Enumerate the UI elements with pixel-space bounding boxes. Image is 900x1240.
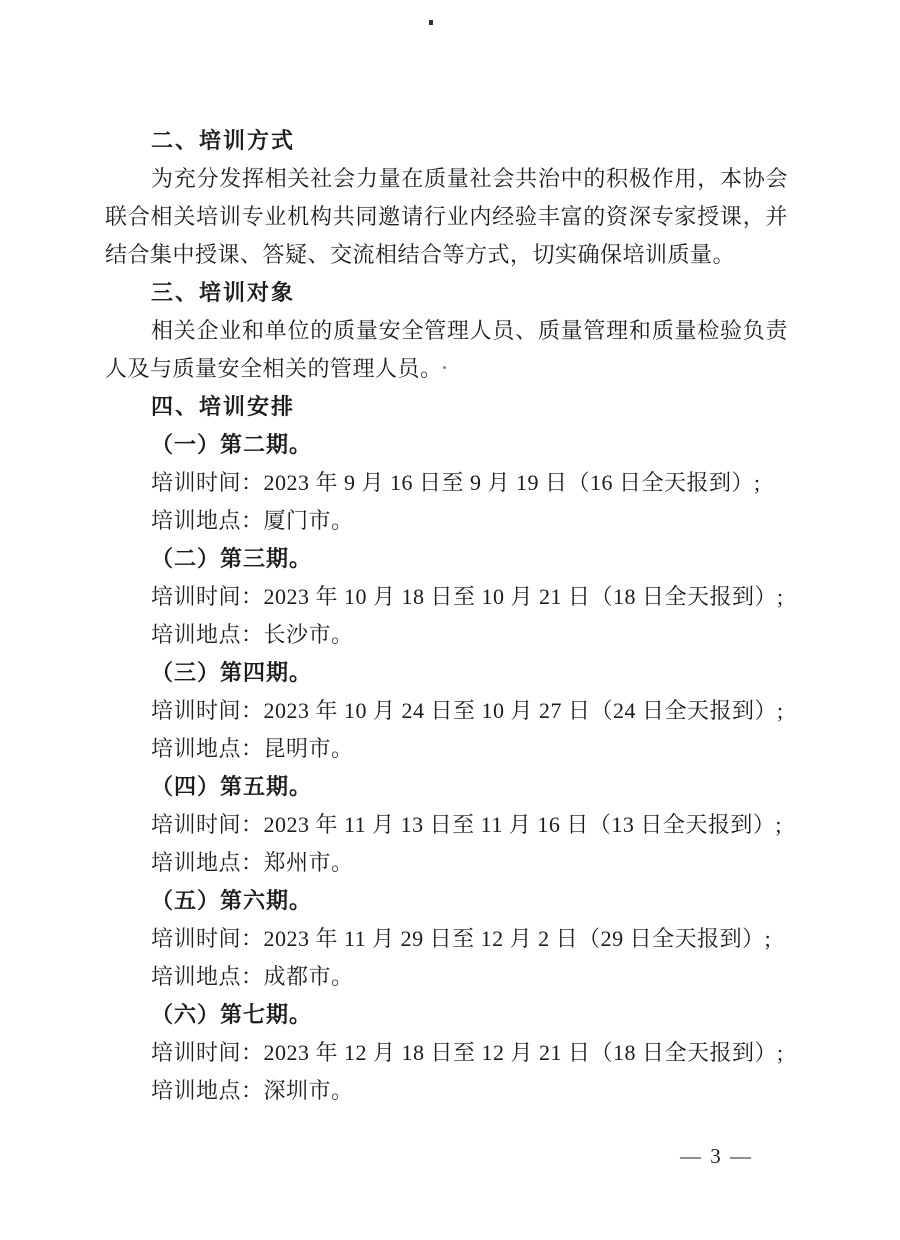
session-label: （二）第三期。 <box>151 546 313 571</box>
section-heading-audience: 三、培训对象 <box>151 280 296 305</box>
session-label: （三）第四期。 <box>151 660 313 685</box>
session-time: 培训时间：2023 年 10 月 24 日至 10 月 27 日（24 日全天报到）; <box>151 698 784 723</box>
page-number: — 3 — <box>680 1144 753 1168</box>
paragraph-line: 联合相关培训专业机构共同邀请行业内经验丰富的资深专家授课，并 <box>105 204 788 229</box>
session-time: 培训时间：2023 年 12 月 18 日至 12 月 21 日（18 日全天报到）; <box>151 1040 784 1065</box>
session-time: 培训时间：2023 年 11 月 29 日至 12 月 2 日（29 日全天报到）; <box>151 926 772 951</box>
session-label: （四）第五期。 <box>151 774 313 799</box>
paragraph-line: 相关企业和单位的质量安全管理人员、质量管理和质量检验负责 <box>151 318 788 343</box>
paragraph-line: 结合集中授课、答疑、交流相结合等方式，切实确保培训质量。 <box>105 242 736 267</box>
session-label: （五）第六期。 <box>151 888 313 913</box>
session-location: 培训地点：深圳市。 <box>151 1078 354 1103</box>
section-heading-schedule: 四、培训安排 <box>151 394 296 419</box>
section-heading-method: 二、培训方式 <box>151 128 296 153</box>
session-location: 培训地点：长沙市。 <box>151 622 354 647</box>
scan-speckle-icon <box>429 20 433 25</box>
session-time: 培训时间：2023 年 10 月 18 日至 10 月 21 日（18 日全天报到）; <box>151 584 784 609</box>
session-time: 培训时间：2023 年 9 月 16 日至 9 月 19 日（16 日全天报到）; <box>151 470 761 495</box>
session-location: 培训地点：成都市。 <box>151 964 354 989</box>
paragraph-line: 人及与质量安全相关的管理人员。 <box>105 356 443 381</box>
session-label: （六）第七期。 <box>151 1002 313 1027</box>
paragraph-line: 为充分发挥相关社会力量在质量社会共治中的积极作用，本协会 <box>151 166 788 191</box>
session-location: 培训地点：厦门市。 <box>151 508 354 533</box>
document-body <box>105 122 788 1110</box>
session-time: 培训时间：2023 年 11 月 13 日至 11 月 16 日（13 日全天报到）; <box>151 812 782 837</box>
session-location: 培训地点：郑州市。 <box>151 850 354 875</box>
session-location: 培训地点：昆明市。 <box>151 736 354 761</box>
session-label: （一）第二期。 <box>151 432 313 457</box>
